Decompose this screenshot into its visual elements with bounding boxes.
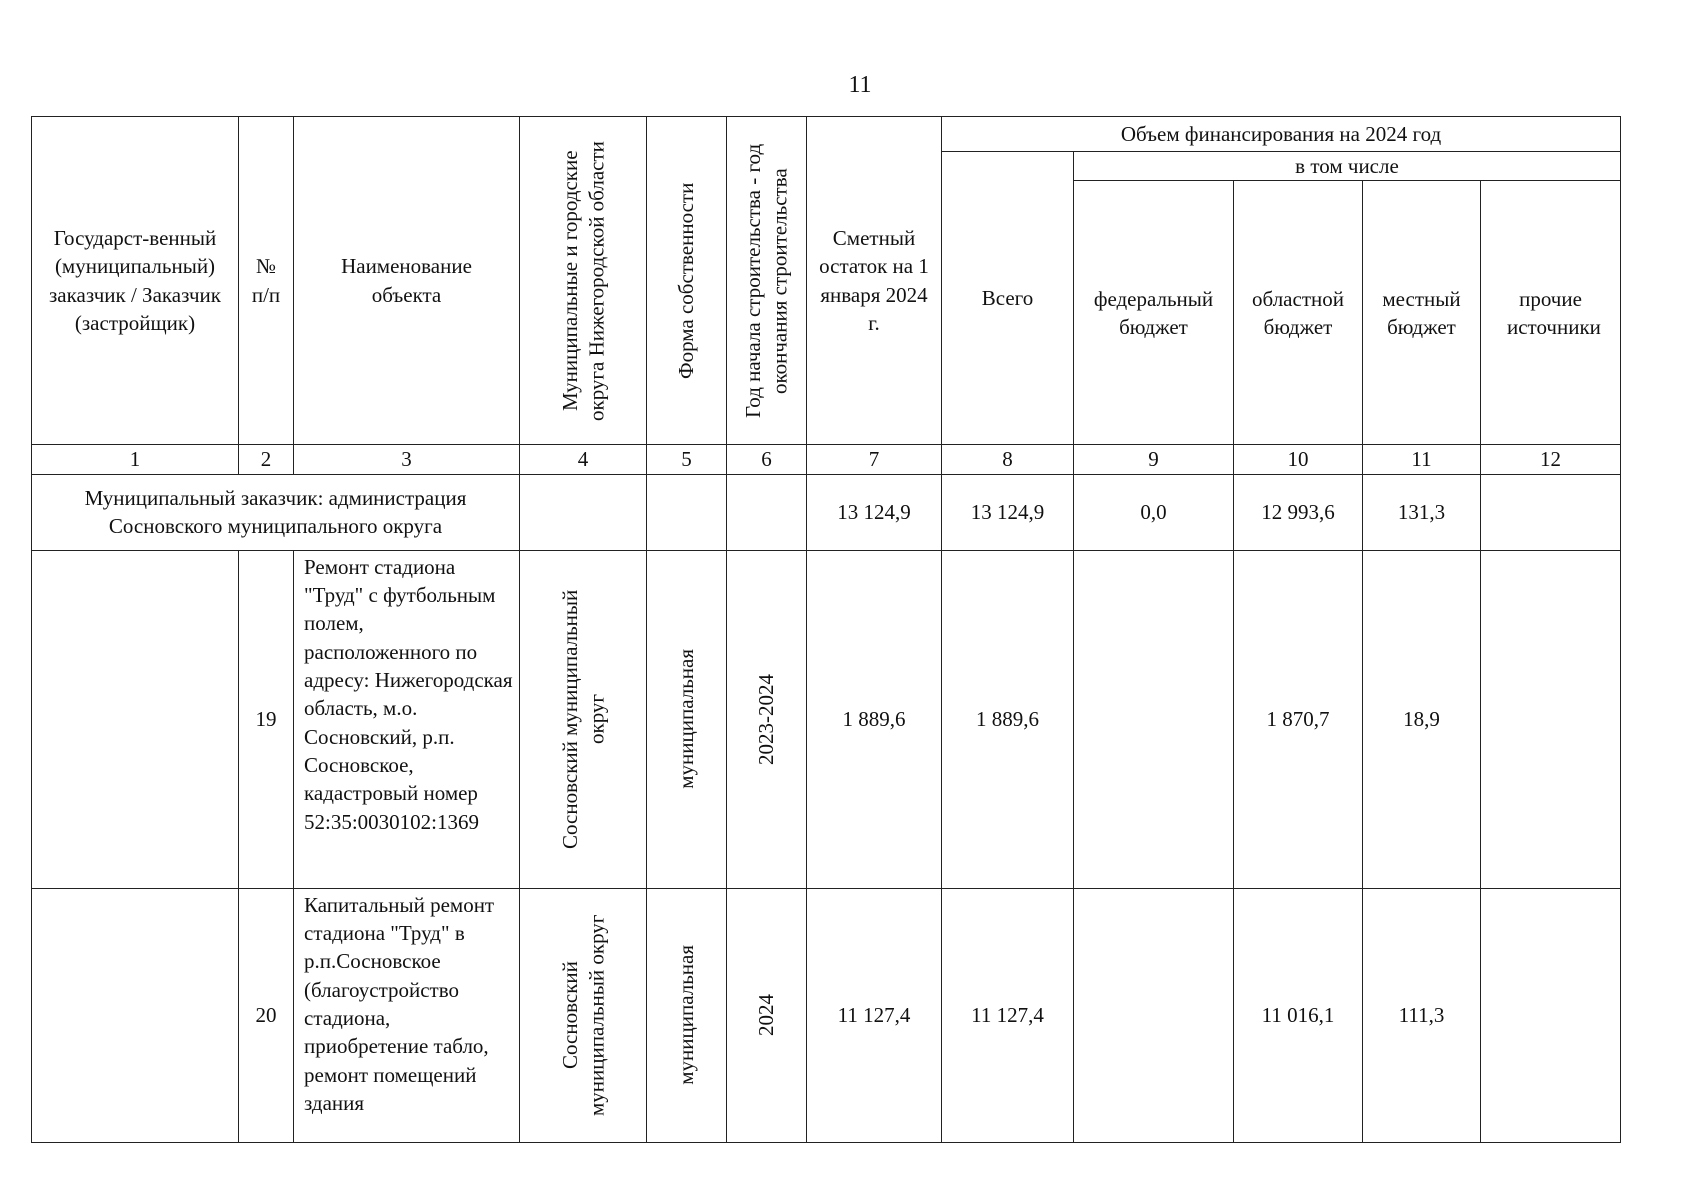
- column-number: 5: [647, 445, 727, 474]
- customer-estimate: 13 124,9: [807, 474, 942, 550]
- column-number: 9: [1074, 445, 1234, 474]
- row-other: [1481, 550, 1621, 888]
- column-number: 6: [727, 445, 807, 474]
- row-local: 111,3: [1363, 888, 1481, 1142]
- customer-federal: 0,0: [1074, 474, 1234, 550]
- header-funding-group: Объем финансирования на 2024 год: [942, 117, 1621, 152]
- table-row: [32, 550, 1621, 888]
- customer-label: Муниципальный заказчик: администрация Сосновского муниципального округа: [32, 474, 520, 550]
- row-total: 11 127,4: [942, 888, 1074, 1142]
- column-numbers-row: [32, 445, 1621, 474]
- header-ownership: Форма собственности: [647, 117, 727, 445]
- row-regional: 1 870,7: [1234, 550, 1363, 888]
- customer-other: [1481, 474, 1621, 550]
- column-number: 4: [520, 445, 647, 474]
- header-object-name: Наименование объекта: [294, 117, 520, 445]
- header-customer: Государст-венный (муниципальный) заказчик / Заказчик (застройщик): [32, 117, 239, 445]
- header-number: № п/п: [239, 117, 294, 445]
- row-federal: [1074, 888, 1234, 1142]
- header-local: местный бюджет: [1363, 181, 1481, 445]
- column-number: 7: [807, 445, 942, 474]
- row-number: 19: [239, 550, 294, 888]
- page-number: 11: [848, 72, 872, 98]
- row-years: 2023-2024: [727, 550, 807, 888]
- table-cell: [32, 888, 239, 1142]
- row-years: 2024: [727, 888, 807, 1142]
- header-other: прочие источники: [1481, 181, 1621, 445]
- table-row: [32, 888, 1621, 1142]
- header-total: Всего: [942, 152, 1074, 445]
- column-number: 1: [32, 445, 239, 474]
- object-name: Капитальный ремонт стадиона "Труд" в р.п.Сосновское (благоустройство стадиона, приобретение табло, ремонт помещений здания: [294, 888, 520, 1142]
- row-total: 1 889,6: [942, 550, 1074, 888]
- column-number: 10: [1234, 445, 1363, 474]
- column-number: 2: [239, 445, 294, 474]
- customer-total: 13 124,9: [942, 474, 1074, 550]
- financing-table: [31, 116, 1621, 1143]
- table-cell: [727, 474, 807, 550]
- header-federal: федеральный бюджет: [1074, 181, 1234, 445]
- header-row-1: [32, 117, 1621, 152]
- table-cell: [32, 550, 239, 888]
- header-district: Муниципальные и городские округа Нижегородской области: [520, 117, 647, 445]
- customer-regional: 12 993,6: [1234, 474, 1363, 550]
- column-number: 8: [942, 445, 1074, 474]
- column-number: 11: [1363, 445, 1481, 474]
- row-district: Сосновский муниципальный округ: [520, 550, 647, 888]
- row-ownership: муниципальная: [647, 888, 727, 1142]
- table-cell: [647, 474, 727, 550]
- column-number: 12: [1481, 445, 1621, 474]
- header-years: Год начала строительства - год окончания строительства: [727, 117, 807, 445]
- header-regional: областной бюджет: [1234, 181, 1363, 445]
- header-estimate: Сметный остаток на 1 января 2024 г.: [807, 117, 942, 445]
- row-ownership: муниципальная: [647, 550, 727, 888]
- column-number: 3: [294, 445, 520, 474]
- row-estimate: 11 127,4: [807, 888, 942, 1142]
- header-including: в том числе: [1074, 152, 1621, 181]
- row-estimate: 1 889,6: [807, 550, 942, 888]
- row-district: Сосновский муниципальный округ: [520, 888, 647, 1142]
- customer-row: [32, 474, 1621, 550]
- customer-local: 131,3: [1363, 474, 1481, 550]
- row-other: [1481, 888, 1621, 1142]
- row-federal: [1074, 550, 1234, 888]
- table-cell: [520, 474, 647, 550]
- row-local: 18,9: [1363, 550, 1481, 888]
- row-regional: 11 016,1: [1234, 888, 1363, 1142]
- row-number: 20: [239, 888, 294, 1142]
- object-name: Ремонт стадиона "Труд" с футбольным полем, расположенного по адресу: Нижегородская область, м.о. Сосновский, р.п. Сосновское, кадастровый номер 52:35:0030102:1369: [294, 550, 520, 888]
